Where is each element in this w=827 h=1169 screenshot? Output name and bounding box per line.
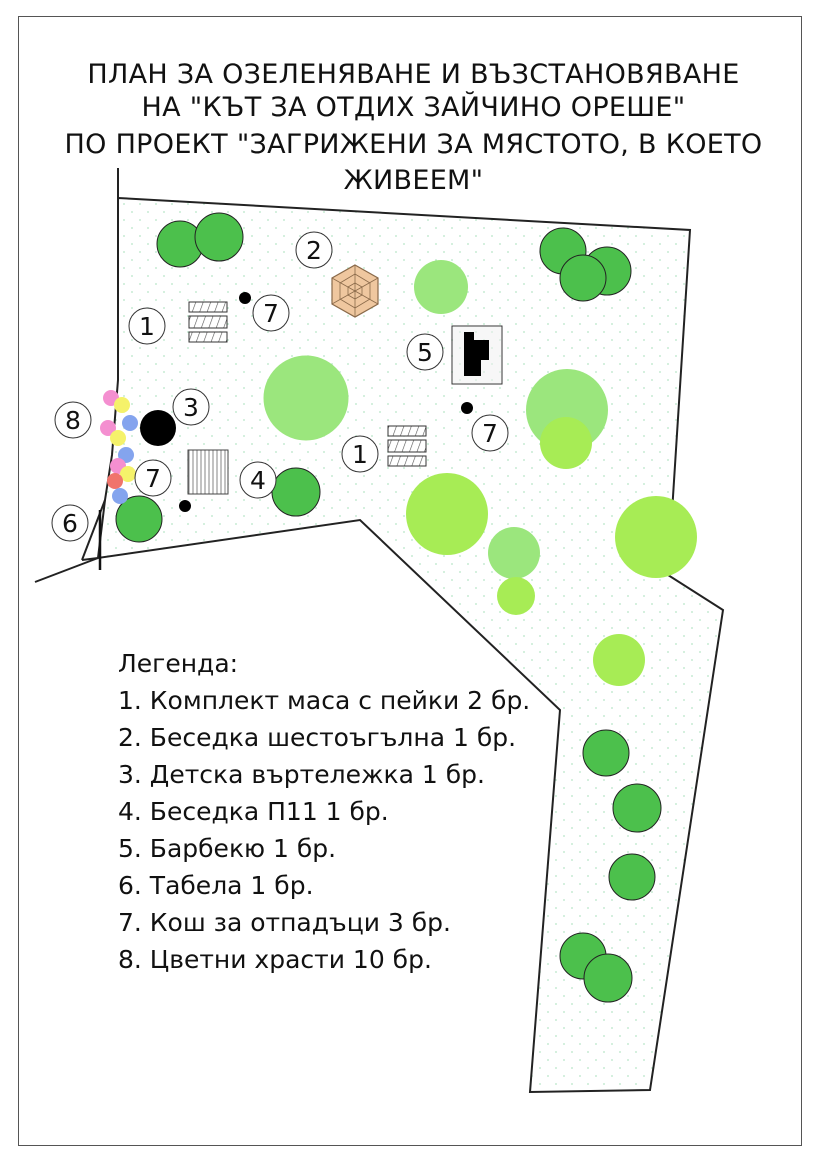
tree (272, 468, 320, 516)
legend-heading: Легенда: (118, 649, 239, 678)
svg-text:1: 1 (352, 440, 368, 469)
trash-bin-icon (179, 500, 191, 512)
title-line-1: ПЛАН ЗА ОЗЕЛЕНЯВАНЕ И ВЪЗСТАНОВЯВАНЕ (87, 59, 740, 90)
marker-1a (129, 308, 165, 344)
flower-shrub (122, 415, 138, 431)
tree (264, 356, 348, 440)
legend-item: 3. Детска въртележка 1 бр. (118, 760, 485, 789)
marker-7b (472, 415, 508, 451)
svg-text:2: 2 (306, 236, 322, 265)
marker-3 (173, 389, 209, 425)
picnic-table-icon (388, 426, 426, 466)
flower-shrub (112, 488, 128, 504)
tree (584, 954, 632, 1002)
flower-shrub (110, 430, 126, 446)
legend-item: 7. Кош за отпадъци 3 бр. (118, 908, 451, 937)
svg-text:1: 1 (139, 312, 155, 341)
gazebo-p11-icon (188, 450, 228, 494)
tree (497, 577, 535, 615)
trash-bin-icon (461, 402, 473, 414)
svg-text:5: 5 (417, 338, 433, 367)
tree (414, 260, 468, 314)
road-line (35, 558, 98, 582)
svg-text:7: 7 (482, 419, 498, 448)
svg-text:4: 4 (250, 466, 266, 495)
tree (613, 784, 661, 832)
legend (118, 645, 530, 978)
tree (615, 496, 697, 578)
marker-5 (407, 334, 443, 370)
svg-text:6: 6 (62, 509, 78, 538)
title-line-3: ПО ПРОЕКТ "ЗАГРИЖЕНИ ЗА МЯСТОТО, В КОЕТО (64, 129, 763, 160)
tree (583, 730, 629, 776)
title-line-4: ЖИВЕЕМ" (343, 165, 484, 196)
tree (195, 213, 243, 261)
legend-item: 2. Беседка шестоъгълна 1 бр. (118, 723, 517, 752)
carousel-icon (140, 410, 176, 446)
flower-shrub (114, 397, 130, 413)
marker-2 (296, 232, 332, 268)
trash-bin-icon (239, 292, 251, 304)
legend-item: 1. Комплект маса с пейки 2 бр. (118, 686, 531, 715)
legend-item: 4. Беседка П11 1 бр. (118, 797, 389, 826)
tree (560, 255, 606, 301)
marker-7a (253, 295, 289, 331)
title-line-2: НА "КЪТ ЗА ОТДИХ ЗАЙЧИНО ОРЕШЕ" (141, 92, 686, 123)
tree (609, 854, 655, 900)
picnic-table-icon (189, 302, 227, 342)
tree (593, 634, 645, 686)
flower-shrub (107, 473, 123, 489)
svg-text:7: 7 (263, 299, 279, 328)
tree (540, 417, 592, 469)
legend-item: 5. Барбекю 1 бр. (118, 834, 337, 863)
marker-6 (52, 505, 88, 541)
svg-text:8: 8 (65, 406, 81, 435)
svg-text:3: 3 (183, 393, 199, 422)
marker-7c (135, 460, 171, 496)
legend-item: 8. Цветни храсти 10 бр. (118, 945, 432, 974)
tree (488, 527, 540, 579)
marker-1b (342, 436, 378, 472)
barbecue-icon (452, 326, 502, 384)
svg-text:7: 7 (145, 464, 161, 493)
tree (406, 473, 488, 555)
legend-item: 6. Табела 1 бр. (118, 871, 314, 900)
marker-8 (55, 402, 91, 438)
marker-4 (240, 462, 276, 498)
